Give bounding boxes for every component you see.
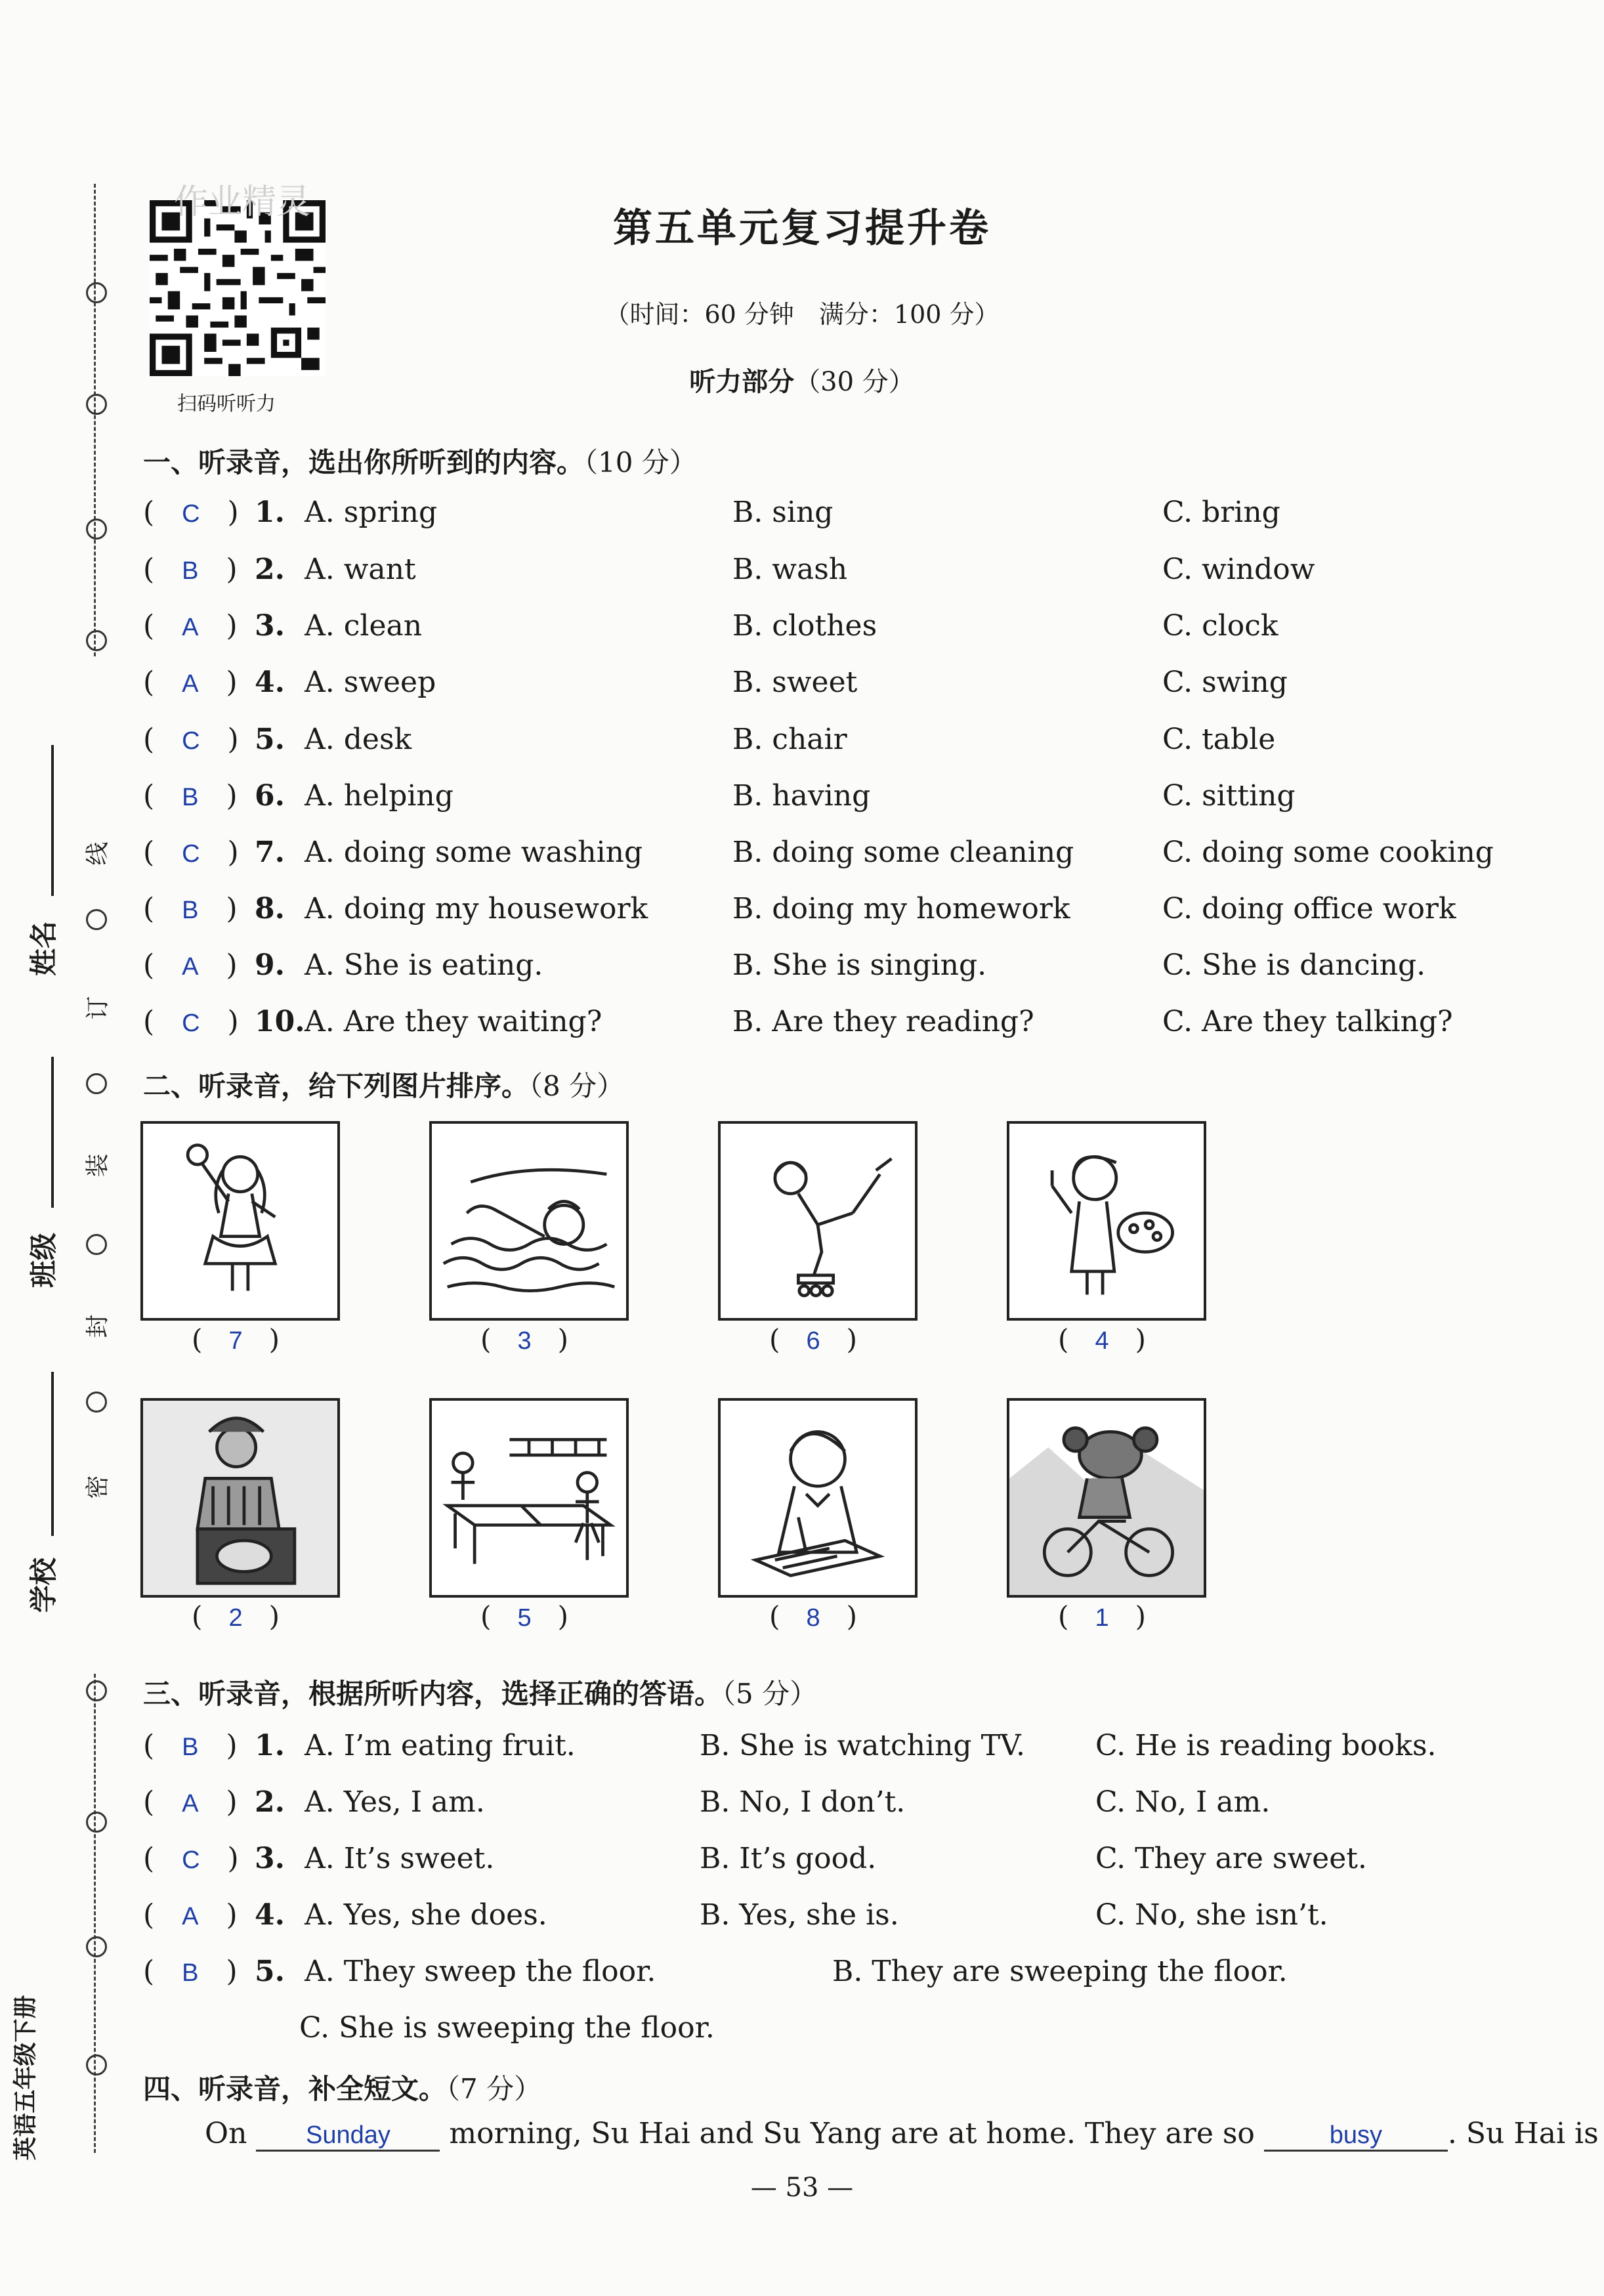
answer-bracket[interactable]: ( B ) (143, 1729, 238, 1762)
option-c[interactable]: C. bring (1162, 496, 1280, 529)
option-c[interactable]: C. clock (1162, 609, 1278, 643)
answer-value: B (182, 557, 199, 585)
option-a[interactable]: A. She is eating. (305, 948, 543, 982)
blank-2[interactable]: busy (1264, 2121, 1448, 2152)
option-a[interactable]: A. Yes, she does. (305, 1898, 547, 1932)
option-a[interactable]: A. doing my housework (305, 892, 648, 925)
binding-hole-icon (86, 630, 107, 651)
option-b[interactable]: B. doing some cleaning (732, 836, 1074, 869)
section-4-title-text: 四、听录音，补全短文。 (143, 2073, 447, 2105)
option-a[interactable]: A. sweep (305, 666, 436, 699)
answer-bracket[interactable]: ( C ) (143, 1005, 239, 1038)
option-a[interactable]: A. Are they waiting? (305, 1005, 602, 1038)
answer-bracket[interactable]: ( B ) (143, 553, 238, 586)
question-number: 9. (255, 948, 285, 982)
page-number: — 53 — (750, 2173, 854, 2203)
binding-hole-icon (86, 1812, 107, 1833)
question-number: 2. (255, 1785, 285, 1819)
option-c[interactable]: C. table (1162, 723, 1276, 756)
option-b[interactable]: B. No, I don’t. (700, 1785, 906, 1819)
picture-order-bracket[interactable]: ( 4 ) (1058, 1323, 1147, 1355)
answer-bracket[interactable]: ( C ) (143, 496, 239, 529)
answer-value: A (182, 1790, 199, 1818)
girl-painting-icon (1009, 1124, 1204, 1318)
option-c[interactable]: C. sitting (1162, 779, 1296, 813)
answer-value: A (182, 670, 199, 698)
binding-hole-icon (86, 1073, 107, 1094)
answer-value: C (182, 500, 200, 528)
answer-value: A (182, 1903, 199, 1930)
picture-order-value: 8 (806, 1604, 820, 1632)
binding-hole-icon (86, 1936, 107, 1957)
question-number: 3. (255, 1842, 285, 1875)
answer-value: C (182, 840, 200, 868)
picture-order-value: 3 (517, 1327, 532, 1355)
picture-order-bracket[interactable]: ( 6 ) (769, 1323, 858, 1355)
book-label: 英语五年级下册 (12, 1995, 39, 2161)
bind-char-seal: 封 (84, 1314, 112, 1338)
option-c[interactable]: C. doing some cooking (1162, 836, 1494, 869)
answer-value: B (182, 1959, 199, 1987)
picture-boy-swimming (429, 1121, 629, 1321)
answer-bracket[interactable]: ( A ) (143, 666, 238, 699)
picture-order-bracket[interactable]: ( 7 ) (192, 1323, 280, 1355)
passage-text-1: On (205, 2117, 247, 2150)
part-score: （30 分） (794, 367, 915, 397)
option-b[interactable]: B. having (732, 779, 871, 813)
passage-text-2: morning, Su Hai and Su Yang are at home. They are so (449, 2117, 1255, 2150)
option-b[interactable]: B. sweet (732, 666, 858, 699)
picture-table-tennis (429, 1398, 629, 1598)
answer-bracket[interactable]: ( C ) (143, 836, 239, 869)
qr-label: 扫码听听力 (177, 393, 276, 415)
option-b[interactable]: B. clothes (732, 609, 877, 643)
girl-cooking-icon (143, 1401, 337, 1595)
option-c[interactable]: C. He is reading books. (1095, 1729, 1437, 1762)
bind-char-bind: 装 (84, 1153, 112, 1178)
answer-value: B (182, 1733, 199, 1761)
binding-hole-icon (86, 1392, 107, 1413)
part-heading (0, 361, 1604, 398)
option-a[interactable]: A. doing some washing (305, 836, 643, 869)
option-b[interactable]: B. wash (732, 553, 848, 586)
option-a[interactable]: A. clean (305, 609, 423, 643)
bind-char-line: 线 (84, 841, 112, 866)
option-c[interactable]: C. She is dancing. (1162, 948, 1426, 982)
picture-order-value: 6 (806, 1327, 820, 1355)
binding-margin (0, 0, 131, 2296)
option-b[interactable]: B. She is watching TV. (700, 1729, 1025, 1762)
question-number: 8. (255, 892, 285, 925)
option-a[interactable]: A. I’m eating fruit. (305, 1729, 576, 1762)
section-1-title (143, 441, 697, 480)
answer-bracket[interactable]: ( B ) (143, 892, 238, 925)
binding-hole-icon (86, 909, 107, 930)
section-1-title-text: 一、听录音，选出你所听到的内容。 (143, 446, 585, 478)
option-a[interactable]: A. It’s sweet. (305, 1842, 495, 1875)
question-number: 5. (255, 1955, 285, 1988)
question-number: 4. (255, 666, 285, 699)
bind-char-secret: 密 (84, 1475, 112, 1499)
answer-bracket[interactable]: ( C ) (143, 723, 239, 756)
option-a[interactable]: A. desk (305, 723, 412, 756)
section-3-title (143, 1672, 817, 1712)
option-a[interactable]: A. Yes, I am. (305, 1785, 485, 1819)
passage-text-3: . Su Hai is (1447, 2117, 1599, 2150)
option-c[interactable]: C. She is sweeping the floor. (299, 2011, 715, 2045)
binding-dashed-line (94, 1674, 100, 2153)
option-c[interactable]: C. window (1162, 553, 1315, 586)
binding-hole-icon (86, 519, 107, 540)
answer-bracket[interactable]: ( C ) (143, 1842, 239, 1875)
answer-value: C (182, 727, 200, 755)
name-label: 姓名 (28, 920, 60, 977)
option-b[interactable]: B. It’s good. (700, 1842, 877, 1875)
picture-girl-painting (1007, 1121, 1206, 1321)
question-number: 6. (255, 779, 285, 813)
question-number: 5. (255, 723, 285, 756)
binding-dashed-line (94, 184, 100, 656)
option-c[interactable]: C. They are sweet. (1095, 1842, 1367, 1875)
picture-order-bracket[interactable]: ( 3 ) (480, 1323, 569, 1355)
picture-boy-writing (718, 1398, 918, 1598)
picture-skating (718, 1121, 918, 1321)
answer-bracket[interactable]: ( A ) (143, 609, 238, 643)
section-1-score: （10 分） (584, 446, 697, 478)
section-4-score: （7 分） (446, 2073, 542, 2105)
question-number: 1. (255, 1729, 285, 1762)
picture-order-bracket[interactable]: ( 5 ) (480, 1600, 569, 1632)
picture-order-bracket[interactable]: ( 2 ) (192, 1600, 280, 1632)
table-tennis-icon (432, 1401, 626, 1595)
answer-bracket[interactable]: ( B ) (143, 779, 238, 813)
question-number: 4. (255, 1898, 285, 1932)
option-b[interactable]: B. sing (732, 496, 834, 529)
answer-value: C (182, 1010, 200, 1037)
answer-value: A (182, 953, 199, 981)
answer-value: C (182, 1846, 200, 1874)
picture-dog-cycling (1007, 1398, 1206, 1598)
class-underline (51, 1057, 54, 1208)
answer-bracket[interactable]: ( B ) (143, 1955, 238, 1988)
cloze-passage (205, 2117, 1599, 2152)
answer-value: B (182, 784, 199, 811)
part-title: 听力部分 (689, 366, 795, 397)
question-number: 10. (255, 1005, 305, 1038)
school-label: 学校 (28, 1557, 60, 1613)
option-a[interactable]: A. They sweep the floor. (305, 1955, 656, 1988)
picture-order-value: 7 (228, 1327, 243, 1355)
page-title: 第五单元复习提升卷 (613, 205, 991, 251)
question-number: 7. (255, 836, 285, 869)
time-info: （时间：60 分钟 满分：100 分） (604, 300, 1000, 329)
picture-order-bracket[interactable]: ( 1 ) (1058, 1600, 1147, 1632)
dog-cycling-icon (1009, 1401, 1204, 1595)
name-underline (51, 745, 54, 896)
picture-order-bracket[interactable]: ( 8 ) (769, 1600, 858, 1632)
question-number: 3. (255, 609, 285, 643)
section-2-score: （8 分） (529, 1070, 625, 1102)
boy-swimming-icon (432, 1124, 626, 1318)
picture-order-value: 1 (1095, 1604, 1109, 1632)
school-underline (51, 1372, 54, 1536)
option-c[interactable]: C. No, I am. (1095, 1785, 1271, 1819)
boy-writing-icon (721, 1401, 915, 1595)
picture-order-value: 2 (228, 1604, 243, 1632)
option-b[interactable]: B. Are they reading? (732, 1005, 1034, 1038)
option-c[interactable]: C. No, she isn’t. (1095, 1898, 1328, 1932)
picture-order-value: 5 (517, 1604, 532, 1632)
answer-value: A (182, 614, 199, 641)
option-c[interactable]: C. swing (1162, 666, 1288, 699)
option-a[interactable]: A. helping (305, 779, 454, 813)
class-label: 班级 (28, 1232, 60, 1288)
option-b[interactable]: B. They are sweeping the floor. (832, 1955, 1288, 1988)
girl-dancing-icon (143, 1124, 337, 1318)
section-3-title-text: 三、听录音，根据所听内容，选择正确的答语。 (143, 1678, 723, 1710)
qr-watermark: 作业精灵 (174, 182, 311, 222)
answer-bracket[interactable]: ( A ) (143, 948, 238, 982)
section-2-title-text: 二、听录音，给下列图片排序。 (143, 1070, 530, 1102)
binding-hole-icon (86, 1680, 107, 1701)
section-4-title (143, 2068, 541, 2107)
option-b[interactable]: B. chair (732, 723, 847, 756)
question-number: 2. (255, 553, 285, 586)
option-b[interactable]: B. doing my homework (732, 892, 1070, 925)
section-2-title (143, 1065, 624, 1104)
bind-char-order: 订 (84, 996, 112, 1020)
section-3-score: （5 分） (722, 1678, 818, 1710)
option-b[interactable]: B. Yes, she is. (700, 1898, 899, 1932)
option-c[interactable]: C. doing office work (1162, 892, 1456, 925)
question-number: 1. (255, 496, 285, 529)
blank-1[interactable]: Sunday (256, 2121, 440, 2152)
skating-icon (721, 1124, 915, 1318)
option-a[interactable]: A. spring (305, 496, 438, 529)
answer-bracket[interactable]: ( A ) (143, 1898, 238, 1932)
binding-hole-icon (86, 1234, 107, 1255)
picture-girl-cooking (140, 1398, 340, 1598)
binding-hole-icon (86, 2054, 107, 2075)
option-c[interactable]: C. Are they talking? (1162, 1005, 1453, 1038)
option-a[interactable]: A. want (305, 553, 416, 586)
picture-girl-dancing (140, 1121, 340, 1321)
answer-bracket[interactable]: ( A ) (143, 1785, 238, 1819)
answer-value: B (182, 897, 199, 924)
picture-order-value: 4 (1095, 1327, 1109, 1355)
option-b[interactable]: B. She is singing. (732, 948, 987, 982)
